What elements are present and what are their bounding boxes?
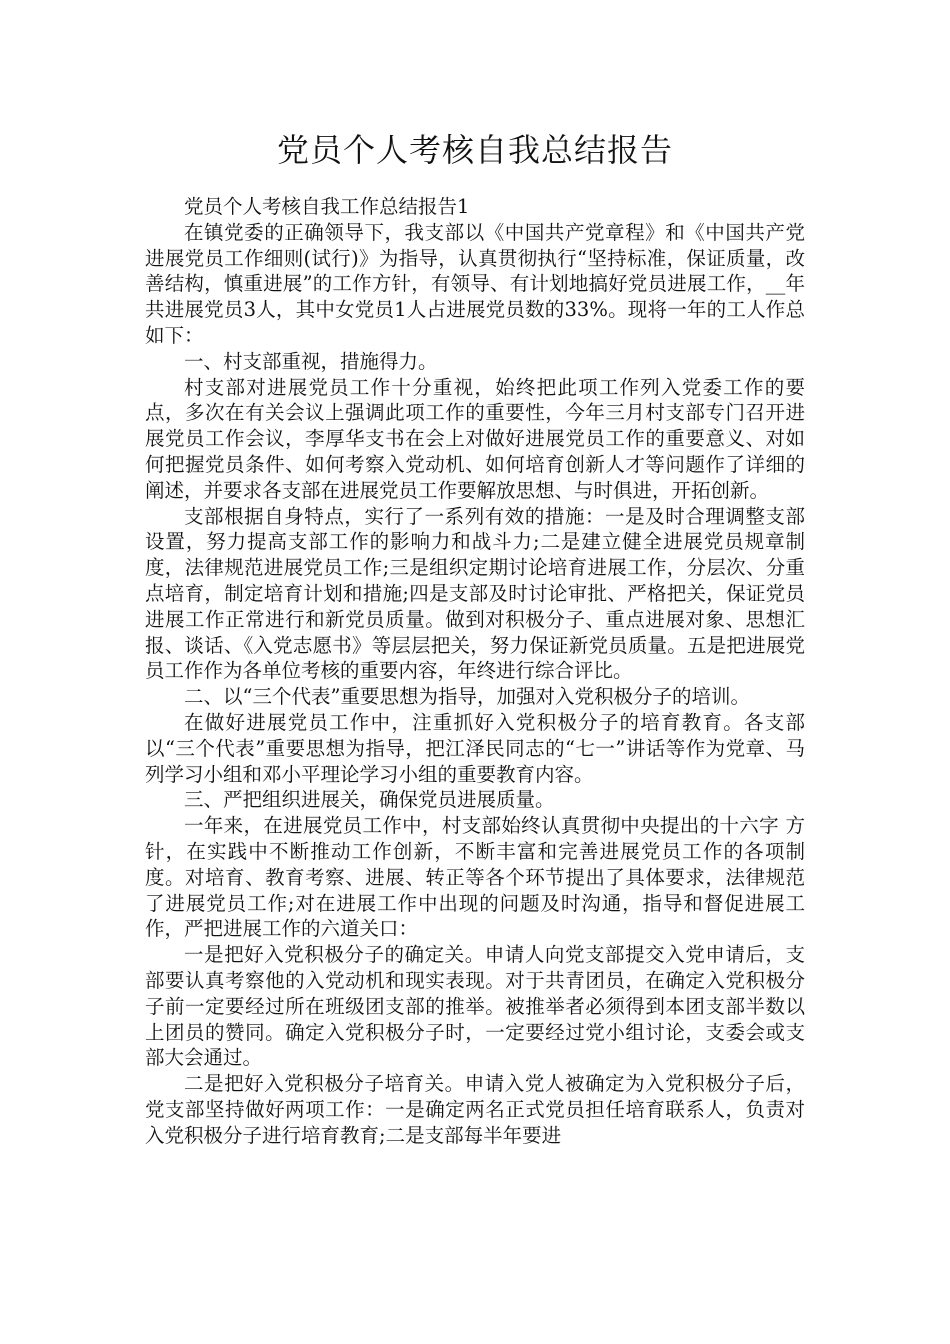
paragraph-intro: 在镇党委的正确领导下，我支部以《中国共产党章程》和《中国共产党进展党员工作细则(试行)》为指导，认真贯彻执行“坚持标准，保证质量，改善结构，慎重进展”的工作方针，有领导、有计划地搞好党员进展工作，__年共进展党员3人，其中女党员1人占进展党员数的33%。现将一年的工人作总如下： — [145, 220, 805, 347]
paragraph: 一是把好入党积极分子的确定关。申请人向党支部提交入党申请后，支部要认真考察他的入党动机和现实表现。对于共青团员，在确定入党积极分子前一定要经过所在班级团支部的推举。被推举者必须得到本团支部半数以上团员的赞同。确定入党积极分子时，一定要经过党小组讨论，支委会或支部大会通过。 — [145, 943, 805, 1070]
section-heading-2: 二、以“三个代表”重要思想为指导，加强对入党积极分子的培训。 — [184, 685, 750, 709]
paragraph: 支部根据自身特点，实行了一系列有效的措施：一是及时合理调整支部设置，努力提高支部工作的影响力和战斗力;二是建立健全进展党员规章制度，法律规范进展党员工作;三是组织定期讨论培育进展工作，分层次、分重点培育，制定培育计划和措施;四是支部及时讨论审批、严格把关，保证党员进展工作正常进行和新党员质量。做到对积极分子、重点进展对象、思想汇报、谈话、《入党志愿书》等层层把关，努力保证新党员质量。五是把进展党员工作作为各单位考核的重要内容，年终进行综合评比。 — [145, 504, 805, 683]
paragraph: 二是把好入党积极分子培育关。申请入党人被确定为入党积极分子后，党支部坚持做好两项工作：一是确定两名正式党员担任培育联系人，负责对入党积极分子进行培育教育;二是支部每半年要进 — [145, 1072, 805, 1147]
section-heading-1: 一、村支部重视，措施得力。 — [184, 349, 438, 373]
document-title: 党员个人考核自我总结报告 — [276, 131, 673, 169]
document-page — [145, 128, 805, 1148]
paragraph: 一年来，在进展党员工作中，村支部始终认真贯彻中央提出的十六字 方针，在实践中不断推动工作创新，不断丰富和完善进展党员工作的各项制度。对培育、教育考察、进展、转正等各个环节提出了具体要求，法律规范了进展党员工作;对在进展工作中出现的问题及时沟通，指导和督促进展工作，严把进展工作的六道关口： — [145, 814, 805, 941]
paragraph: 村支部对进展党员工作十分重视，始终把此项工作列入党委工作的要点，多次在有关会议上强调此项工作的重要性，今年三月村支部专门召开进展党员工作会议，李厚华支书在会上对做好进展党员工作的重要意义、对如何把握党员条件、如何考察入党动机、如何培育创新人才等问题作了详细的阐述，并要求各支部在进展党员工作要解放思想、与时俱进，开拓创新。 — [145, 375, 805, 502]
paragraph: 在做好进展党员工作中，注重抓好入党积极分子的培育教育。各支部以“三个代表”重要思想为指导，把江泽民同志的“七一”讲话等作为党章、马列学习小组和邓小平理论学习小组的重要教育内容。 — [145, 710, 805, 786]
paragraph-subtitle: 党员个人考核自我工作总结报告1 — [184, 195, 470, 218]
section-heading-3: 三、严把组织进展关，确保党员进展质量。 — [184, 788, 555, 812]
